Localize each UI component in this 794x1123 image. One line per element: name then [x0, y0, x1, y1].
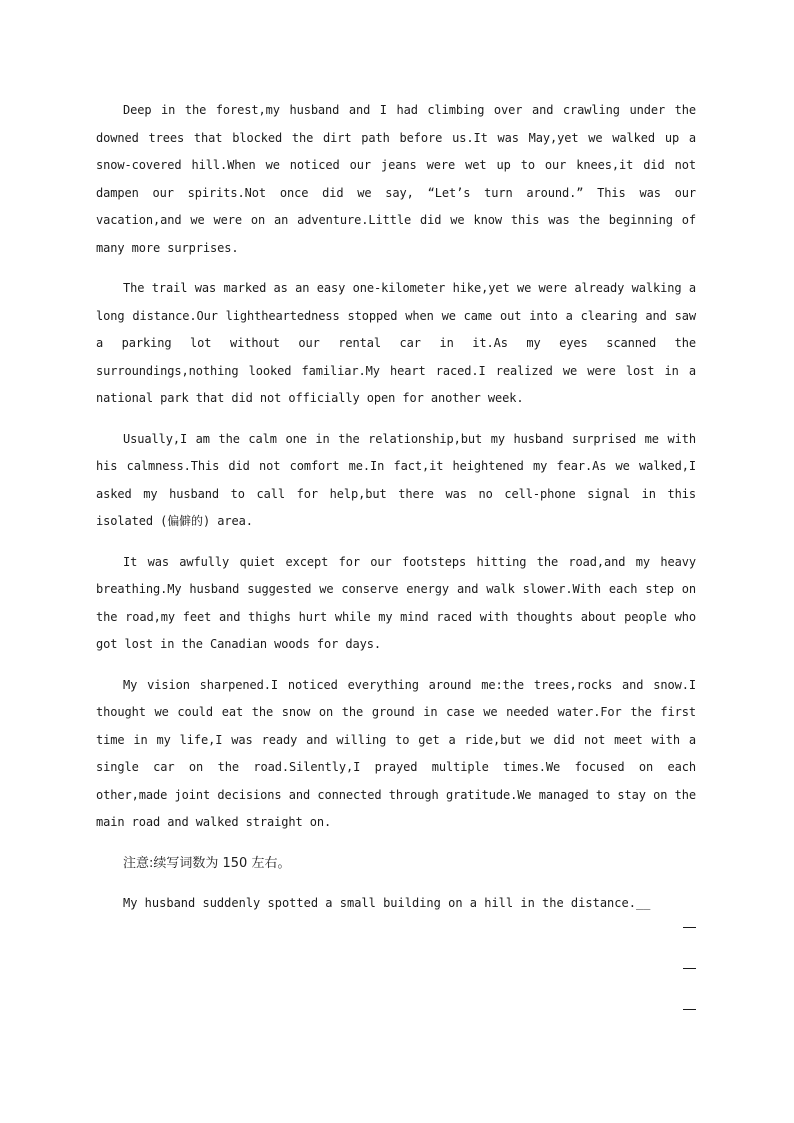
paragraph-4: It was awfully quiet except for our footsteps hitting the road,and my heavy breathing.My husband suggested we conserve energy and walk slower.With each step on the road,my feet and thighs hurt while my mind raced with thoughts about people who got lost in the Canadian woods for days. [96, 554, 704, 651]
answer-blank-line-2 [683, 968, 696, 969]
word-count-note: 注意:续写词数为 150 左右。 [123, 855, 291, 871]
answer-blank-line-3 [683, 1009, 696, 1010]
paragraph-5: My vision sharpened.I noticed everything around me:the trees,rocks and snow.I thought we could eat the snow on the ground in case we needed water.For the first time in my life,I was ready and willing to get a ride,but we did not meet with a single car on the road.Silently,I prayed multiple times.We focused on each other,made joint decisions and connected through gratitude.We managed to stay on the main road and walked straight on. [96, 677, 704, 829]
paragraph-2: The trail was marked as an easy one-kilometer hike,yet we were already walking a long distance.Our lightheartedness stopped when we came out into a clearing and saw a parking lot without our rental car in it.As my eyes scanned the surroundings,nothing looked familiar.My heart raced.I realized we were lost in a national park that did not officially open for another week. [96, 281, 704, 405]
paragraph-3: Usually,I am the calm one in the relationship,but my husband surprised me with his calmness.This did not comfort me.In fact,it heightened my fear.As we walked,I asked my husband to call for help,but there was no cell-phone signal in this isolated (偏僻的) area. [96, 431, 704, 528]
document-body [96, 97, 704, 918]
continuation-prompt: My husband suddenly spotted a small building on a hill in the distance.__ [123, 896, 651, 910]
paragraph-1: Deep in the forest,my husband and I had climbing over and crawling under the downed trees that blocked the dirt path before us.It was May,yet we walked up a snow-covered hill.When we noticed our jeans were wet up to our knees,it did not dampen our spirits.Not once did we say, “Let’s turn around.” This was our vacation,and we were on an adventure.Little did we know this was the beginning of many more surprises. [96, 103, 704, 255]
answer-blank-line-1 [683, 927, 696, 928]
